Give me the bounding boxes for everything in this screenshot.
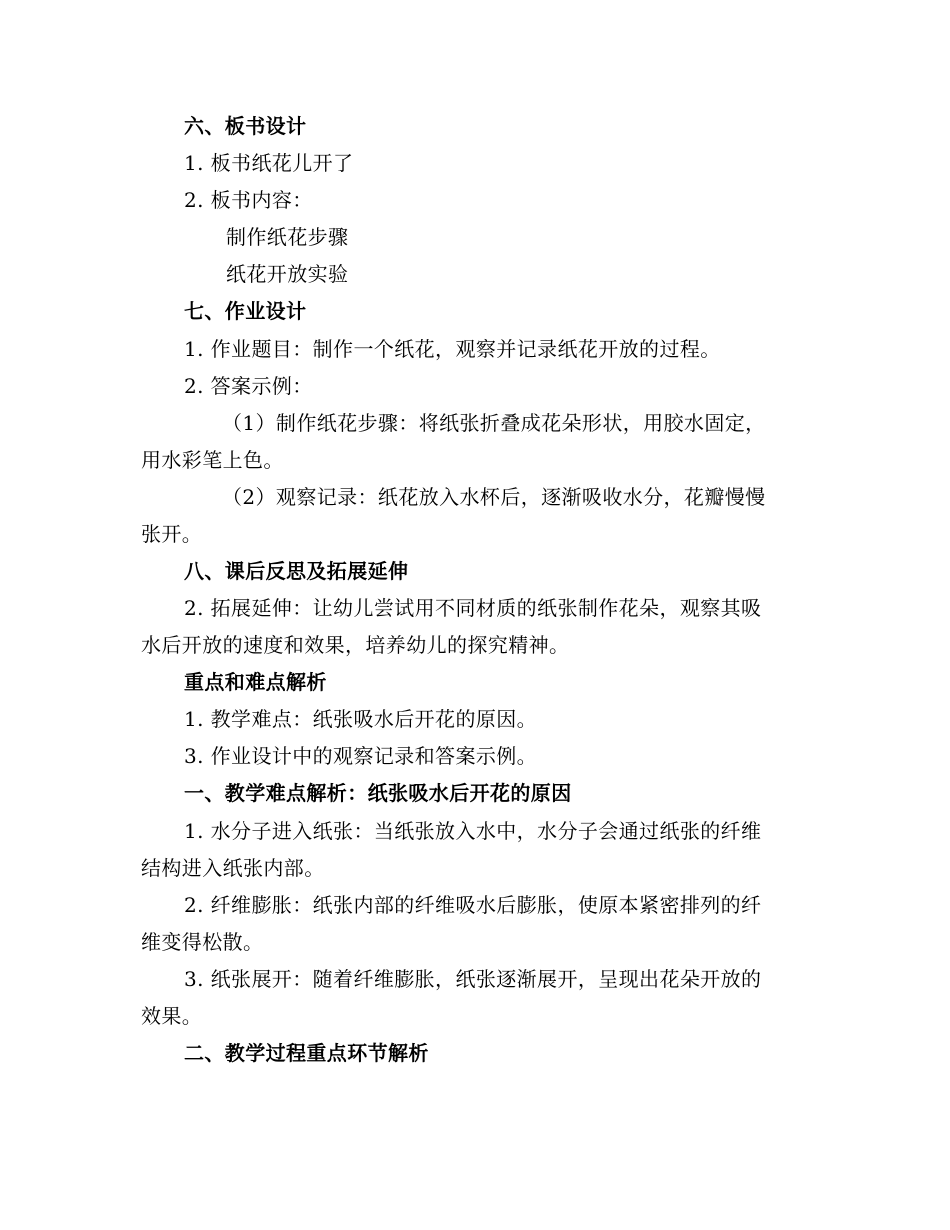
analysis-1-line-2: 结构进入纸张内部。 [141,856,325,880]
section-heading-board-design: 六、板书设计 [184,114,307,138]
section-heading-key-points: 重点和难点解析 [184,670,327,694]
board-subitem-experiment: 纸花开放实验 [226,262,349,286]
analysis-2-line-1: 2. 纤维膨胀：纸张内部的纤维吸水后膨胀，使原本紧密排列的纤 [184,893,762,917]
answer-2-line-1: （2）观察记录：纸花放入水杯后，逐渐吸收水分，花瓣慢慢 [222,485,766,509]
answer-1-line-1: （1）制作纸花步骤：将纸张折叠成花朵形状，用胶水固定， [222,411,766,435]
analysis-3-line-1: 3. 纸张展开：随着纤维膨胀，纸张逐渐展开，呈现出花朵开放的 [184,967,762,991]
extension-line-1: 2. 拓展延伸：让幼儿尝试用不同材质的纸张制作花朵，观察其吸 [184,596,762,620]
key-point-3: 3. 作业设计中的观察记录和答案示例。 [184,744,538,768]
board-item-2: 2. 板书内容： [184,188,313,212]
section-heading-homework: 七、作业设计 [184,299,307,323]
analysis-1-line-1: 1. 水分子进入纸张：当纸张放入水中，水分子会通过纸张的纤维 [184,819,762,843]
homework-item-1: 1. 作业题目：制作一个纸花，观察并记录纸花开放的过程。 [184,337,721,361]
analysis-2-line-2: 维变得松散。 [141,930,264,954]
board-item-1: 1. 板书纸花儿开了 [184,151,354,175]
extension-line-2: 水后开放的速度和效果，培养幼儿的探究精神。 [141,633,570,657]
board-subitem-steps: 制作纸花步骤 [226,225,349,249]
section-heading-reflection: 八、课后反思及拓展延伸 [184,559,409,583]
homework-item-2: 2. 答案示例： [184,374,313,398]
analysis-3-line-2: 效果。 [141,1004,203,1028]
section-heading-process-analysis: 二、教学过程重点环节解析 [184,1041,429,1065]
answer-1-line-2: 用水彩笔上色。 [141,448,284,472]
key-point-1: 1. 教学难点：纸张吸水后开花的原因。 [184,707,538,731]
answer-2-line-2: 张开。 [141,522,203,546]
section-heading-difficulty-analysis: 一、教学难点解析：纸张吸水后开花的原因 [184,781,572,805]
